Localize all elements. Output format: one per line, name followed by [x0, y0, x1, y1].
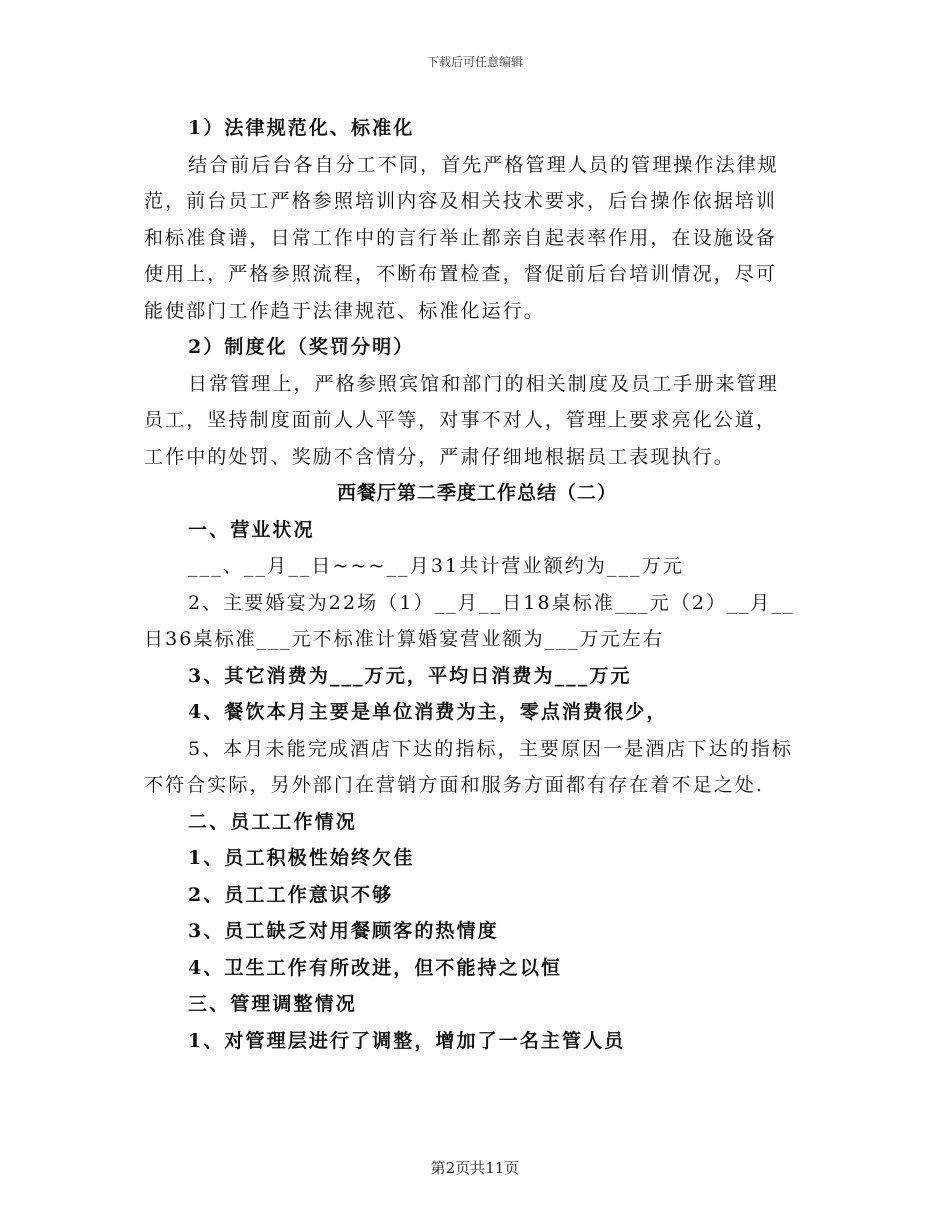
document-body — [144, 110, 810, 1059]
paragraph-line: 结合前后台各自分工不同，首先严格管理人员的管理操作法律规 — [188, 153, 779, 176]
document-title: 西餐厅第二季度工作总结（二） — [336, 482, 617, 504]
paragraph-line: 2、主要婚宴为22场（1）__月__日18桌标准___元（2）__月__ — [188, 591, 795, 614]
list-item: 4、餐饮本月主要是单位消费为主，零点消费很少， — [188, 701, 668, 723]
paragraph-line: 能使部门工作趋于法律规范、标准化运行。 — [144, 299, 545, 322]
section-heading-staff: 二、员工工作情况 — [188, 810, 357, 833]
list-item: 3、其它消费为___万元，平均日消费为___万元 — [188, 664, 632, 687]
paragraph-line: 日36桌标准___元不标准计算婚宴营业额为___万元左右 — [144, 628, 664, 650]
heading-legal-standardization: 1）法律规范化、标准化 — [188, 117, 415, 139]
paragraph-line: 工作中的处罚、奖励不含情分，严肃仔细地根据员工表现执行。 — [144, 445, 735, 468]
list-item: 3、员工缺乏对用餐顾客的热情度 — [188, 920, 499, 942]
header-note: 下载后可任意编辑 — [426, 55, 523, 69]
paragraph-line: 和标准食谱，日常工作中的言行举止都亲自起表率作用，在设施设备 — [144, 226, 778, 249]
paragraph-line: 不符合实际，另外部门在营销方面和服务方面都有存在着不足之处. — [144, 774, 765, 796]
list-item: 1、员工积极性始终欠佳 — [188, 847, 415, 869]
list-item: 2、员工工作意识不够 — [188, 883, 394, 906]
section-heading-management: 三、管理调整情况 — [188, 993, 357, 1015]
page-number-footer: 第2页共11页 — [430, 1159, 520, 1177]
section-heading-business: 一、营业状况 — [188, 518, 315, 541]
list-item: 4、卫生工作有所改进，但不能持之以恒 — [188, 956, 563, 979]
paragraph-line: ___、__月__日~~~__月31共计营业额约为___万元 — [188, 555, 684, 577]
paragraph-line: 5、本月未能完成酒店下达的指标，主要原因一是酒店下达的指标 — [188, 737, 793, 760]
paragraph-line: 使用上，严格参照流程，不断布置检查，督促前后台培训情况，尽可 — [144, 263, 778, 285]
heading-institutionalization: 2）制度化（奖罚分明） — [188, 336, 415, 358]
list-item: 1、对管理层进行了调整，增加了一名主管人员 — [188, 1029, 626, 1052]
paragraph-line: 日常管理上，严格参照宾馆和部门的相关制度及员工手册来管理 — [188, 372, 779, 395]
paragraph-line: 员工，坚持制度面前人人平等，对事不对人，管理上要求亮化公道， — [144, 409, 778, 431]
paragraph-line: 范，前台员工严格参照培训内容及相关技术要求，后台操作依据培训 — [144, 190, 778, 212]
